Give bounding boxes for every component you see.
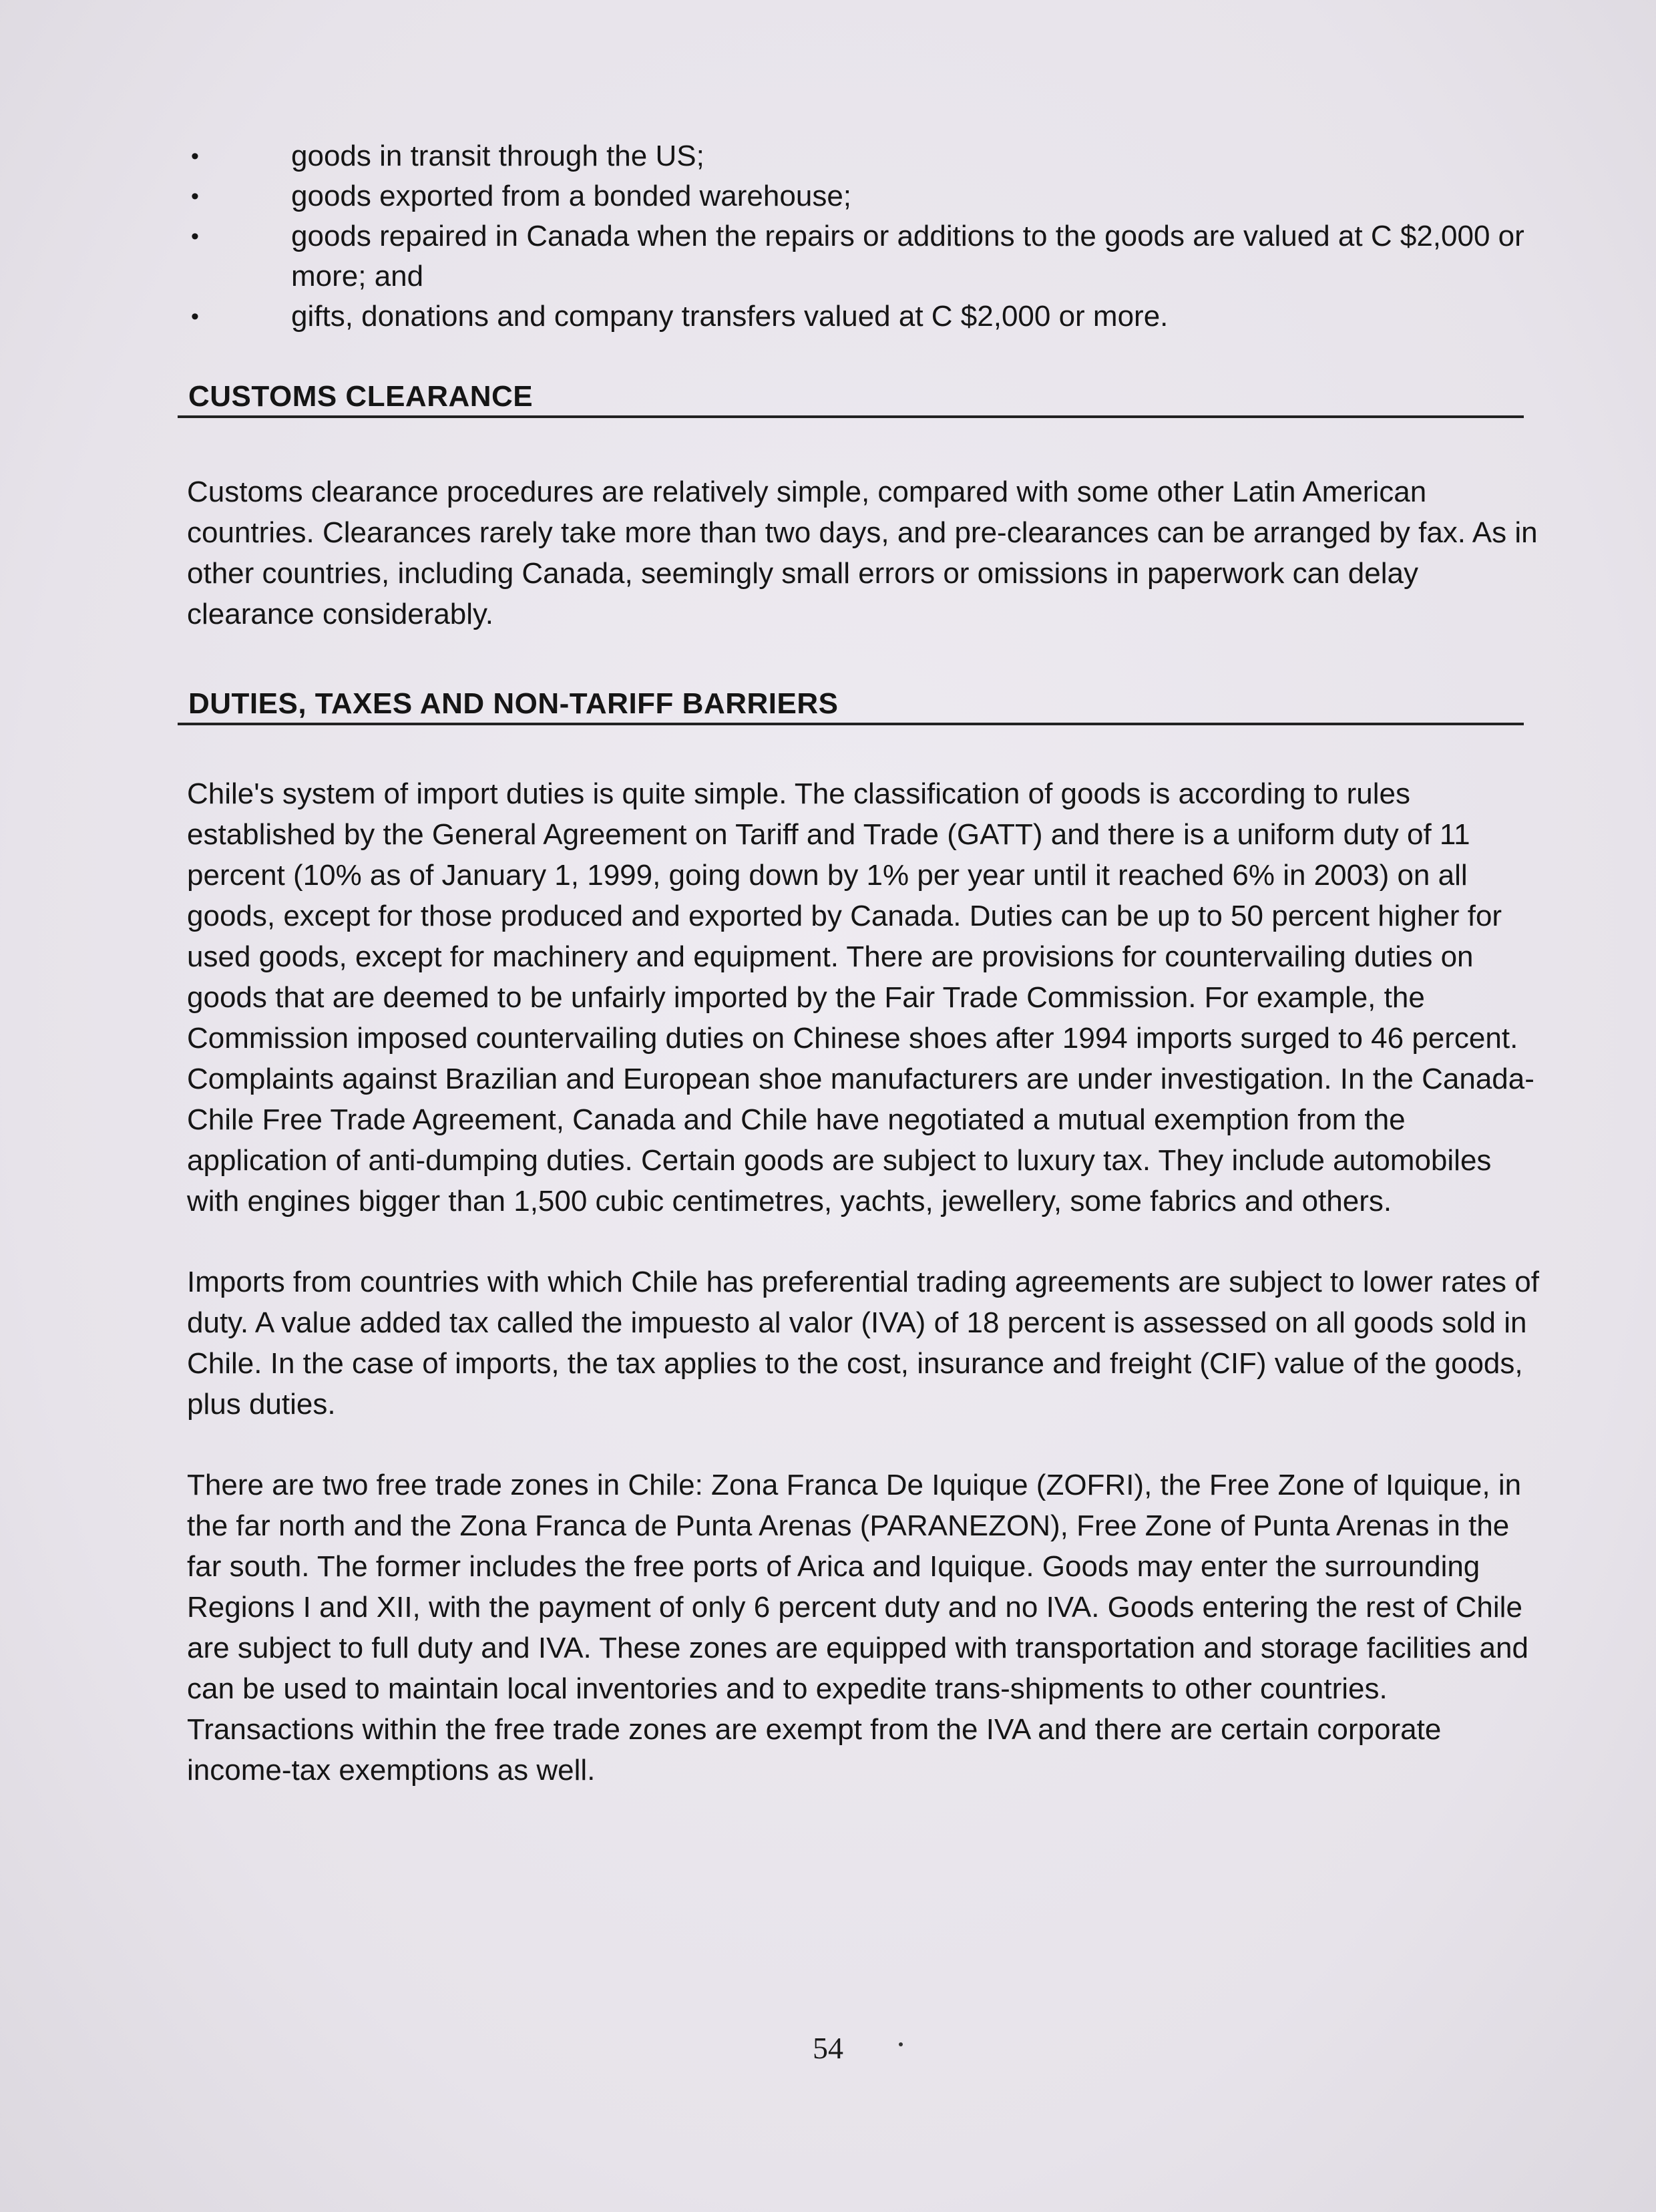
paragraph-preferential-trade: Imports from countries with which Chile has preferential trading agreements are subject to lower rates of duty. A value added tax called the impuesto al valor (IVA) of 18 percent is assessed on all goods sold in Chile. In the case of imports, the tax applies to the cost, insurance and freight (CIF) value of the goods, plus duties. [187,1266,1539,1421]
bullet-text: gifts, donations and company transfers valued at C $2,000 or more. [291,300,1169,333]
paragraph-customs-clearance: Customs clearance procedures are relatively simple, compared with some other Latin American countries. Clearances rarely take more than two days, and pre-clearances can be arranged by fax. As in other countries, including Canada, seemingly small errors or omissions in paperwork can delay clearance considerably. [187,476,1538,630]
page-content [178,136,1546,1791]
bullet-text: goods repaired in Canada when the repairs or additions to the goods are valued at C $2,000 or more; and [291,220,1524,293]
paragraph-free-trade-zones: There are two free trade zones in Chile: Zona Franca De Iquique (ZOFRI), the Free Zone of Iquique, in the far north and the Zona Franca de Punta Arenas (PARANEZON), Free Zone of Punta Arenas in the far south. The former includes the free ports of Arica and Iquique. Goods may enter the surrounding Regions I and XII, with the payment of only 6 percent duty and no IVA. Goods entering the rest of Chile are subject to full duty and IVA. These zones are equipped with transportation and storage facilities and can be used to maintain local inventories and to expedite trans-shipments to other countries. Transactions within the free trade zones are exempt from the IVA and there are certain corporate income-tax exemptions as well. [187,1469,1528,1787]
bullet-icon: • [191,224,199,249]
list-item [178,216,1546,297]
section-heading-duties-taxes: DUTIES, TAXES AND NON-TARIFF BARRIERS [178,685,1524,725]
bullet-icon: • [191,184,199,209]
section-heading-customs-clearance: CUSTOMS CLEARANCE [178,378,1524,418]
page-number: 54 [813,2031,843,2065]
paragraph-import-duties: Chile's system of import duties is quite simple. The classification of goods is according to rules established by the General Agreement on Tariff and Trade (GATT) and there is a uniform duty of 11 percent (10% as of January 1, 1999, going down by 1% per year until it reached 6% in 2003) on all goods, except for those produced and exported by Canada. Duties can be up to 50 percent higher for used goods, except for machinery and equipment. There are provisions for countervailing duties on goods that are deemed to be unfairly imported by the Fair Trade Commission. For example, the Commission imposed countervailing duties on Chinese shoes after 1994 imports surged to 46 percent. Complaints against Brazilian and European shoe manufacturers are under investigation. In the Canada-Chile Free Trade Agreement, Canada and Chile have negotiated a mutual exemption from the application of anti-dumping duties. Certain goods are subject to luxury tax. They include automobiles with engines bigger than 1,500 cubic centimetres, yachts, jewellery, some fabrics and others. [187,777,1534,1218]
list-item [178,136,1546,176]
bullet-icon: • [191,304,199,329]
ink-speck [899,2042,903,2046]
bullet-text: goods in transit through the US; [291,140,704,172]
bullet-text: goods exported from a bonded warehouse; [291,180,852,212]
bullet-list [178,136,1546,337]
list-item [178,176,1546,216]
list-item [178,297,1546,337]
bullet-icon: • [191,144,199,169]
